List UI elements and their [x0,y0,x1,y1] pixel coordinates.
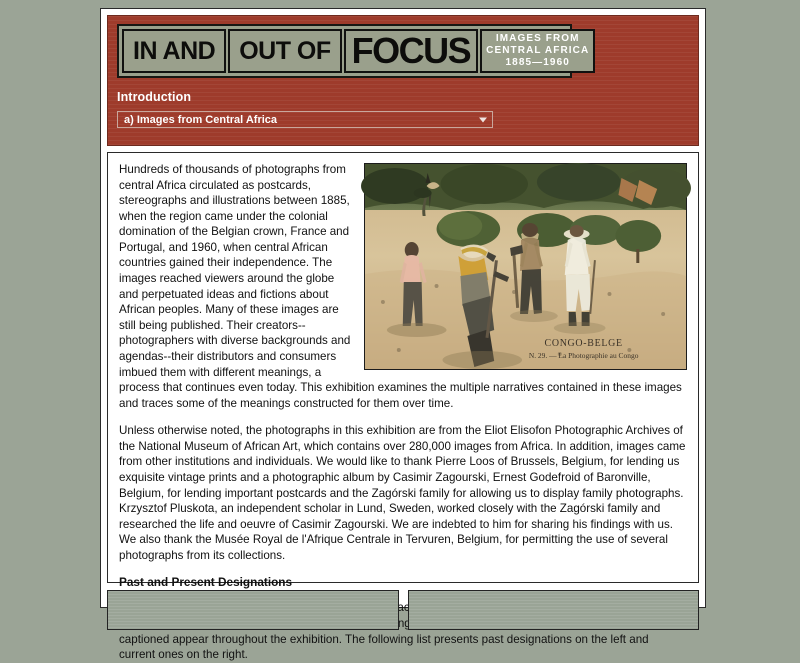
intro-paragraph-2: Unless otherwise noted, the photographs in this exhibition are from the Eliot Elisofon Photographic Archives of the National Museum of African Art, which contains over 280,000 images from Africa. In addition, images came from other institutions and individuals. We would like to thank Pierre Loos of Brussels, Belgium, for lending us exquisite vintage prints and a photographic album by Casimir Zagourski, Ernest Godefroid of Baronville, Belgium, for lending important postcards and the Zagórski family for allowing us to display family photographs. Krzysztof Pluskota, an independent scholar in Lund, Sweden, worked closely with the Zagórski family and researched the life and oeuvre of Casimir Zagourski. We are indebted to him for sharing his findings with us. We also thank the Musée Royal de l'Afrique Centrale in Tervuren, Belgium, for permitting the use of several photographs from its collections. [119,424,686,562]
exhibition-photo [364,163,687,370]
intro-paragraph-1: Hundreds of thousands of photographs from central Africa circulated as postcards, stereographs and illustrations between 1885, when the region came under the colonial domination of the Belgian crown, France and Portugal, and 1960, when central African countries gained their independence. The images reached viewers around the globe and perpetuated ideas and fictions about African peoples. Many of these images are still being published. Their creators--photographers with diverse backgrounds and agendas--their distributors and consumers imbued them with different meanings, a process that continues even today. This exhibition examines the multiple narratives contained in these images and traces some of the meanings constructed for them over time. [119,163,682,410]
photo-caption-title: CONGO-BELGE [544,337,623,350]
current-designations-box[interactable] [408,590,700,630]
content-panel [107,152,699,662]
subtitle-line-2: CENTRAL AFRICA [486,44,590,56]
intro-paragraph-3: place captioned appear throughout the exhibition. The following list presents past designations on the left and current ones on the right. [119,601,649,662]
past-designations-box[interactable] [107,590,399,630]
title-word-focus: FOCUS [351,30,471,71]
page-card [100,8,706,662]
photo-caption-sub: N. 29. — La Photographie au Congo [528,350,639,361]
site-header [107,15,699,146]
postcard-image [365,164,686,369]
title-word-out-of: OUT OF [239,36,331,65]
subtitle-line-1: IMAGES FROM [495,32,580,44]
title-cell-in-and [122,29,226,73]
title-cell-focus [344,29,479,73]
sub-heading-past-and-present: Past and Present Designations [119,575,293,590]
subtitle-line-3: 1885—1960 [505,57,570,69]
exhibition-title-banner [117,24,590,78]
chevron-down-icon [479,117,487,122]
title-cell-out-of [228,29,341,73]
title-cell-subtitle [480,29,595,73]
section-label: Introduction [117,90,192,104]
title-word-in-and: IN AND [133,36,216,65]
chapter-select[interactable] [117,111,493,128]
chapter-select-label: a) Images from Central Africa [124,113,278,126]
